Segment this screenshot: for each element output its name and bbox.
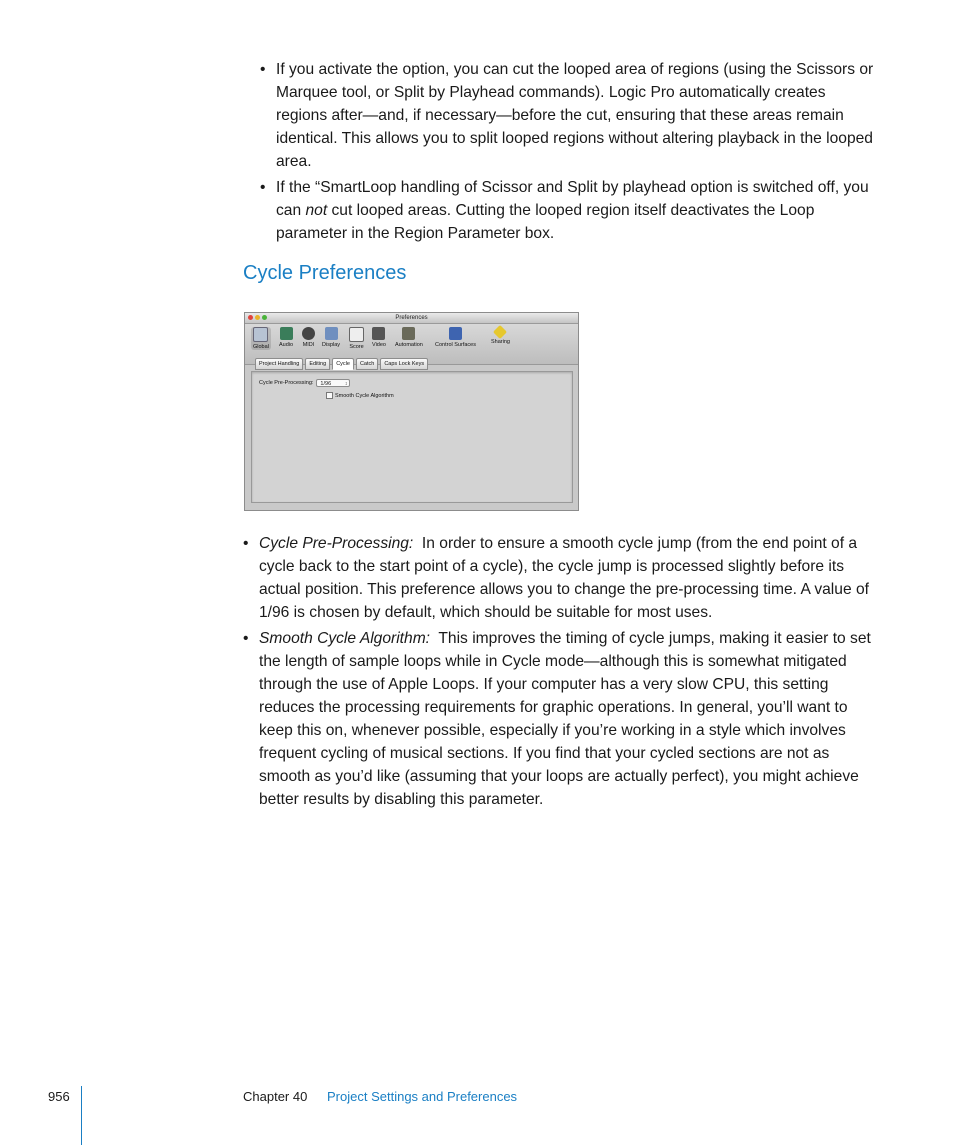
cycle-panel [251,371,573,503]
section-heading: Cycle Preferences [243,262,407,284]
sharing-icon [493,325,507,339]
bullet-text: If you activate the option, you can cut the looped area of regions (using the Scissors or Marquee tool, or Split by Playhead commands). Logic Pro automatically creates regions after—and, if necessary—before the cut, ensuring that these areas remain identical. This allows you to split looped regions without altering playback in the looped area. [276,61,874,170]
stepper-arrows-icon: ↕ [344,381,348,387]
bullet-term: Smooth Cycle Algorithm: [259,630,431,647]
tab-project-handling: Project Handling [255,358,303,370]
bottom-bullet-list [243,532,876,814]
close-icon [248,315,253,320]
bullet-term: Cycle Pre-Processing: [259,535,414,552]
list-item: • Cycle Pre-Processing: In order to ensure a smooth cycle jump (from the end point of a cycle back to the start point of a cycle), the cycle jump is processed slightly before its actual position. This preference allows you to change the pre-processing time. A value of 1/96 is chosen by default, which should be suitable for most uses. [243,535,874,621]
preprocessing-select: 1/96 ↕ [316,379,350,387]
toolbar-sharing: Sharing [491,327,510,345]
minimize-icon [255,315,260,320]
list-item: • If you activate the option, you can cut the looped area of regions (using the Scissors or Marquee tool, or Split by Playhead commands). Logic Pro automatically creates regions after—and, if necessary—before the cut, ensuring that these areas remain identical. This allows you to split looped regions without altering playback in the looped area. [260,61,874,170]
audio-icon [280,327,293,340]
toolbar-control-surfaces: Control Surfaces [435,327,476,348]
smooth-cycle-checkbox [326,392,333,399]
toolbar-global: Global [251,327,271,350]
zoom-icon [262,315,267,320]
preferences-tabs [255,358,428,370]
toolbar-audio: Audio [279,327,293,348]
score-icon [349,327,364,342]
video-icon [372,327,385,340]
toolbar-automation: Automation [395,327,423,348]
midi-icon [302,327,315,340]
preprocessing-label: Cycle Pre-Processing: [259,380,314,386]
tab-caps-lock-keys: Caps Lock Keys [380,358,428,370]
smooth-cycle-label: Smooth Cycle Algorithm [335,392,394,399]
footer-divider [81,1086,82,1145]
smooth-cycle-row [326,392,394,399]
control-surfaces-icon [449,327,462,340]
preprocessing-row [259,379,350,387]
bullet-text: cut looped areas. Cutting the looped region itself deactivates the Loop parameter in the Region Parameter box. [276,202,815,242]
toolbar-video: Video [372,327,386,348]
window-controls [248,315,267,320]
display-icon [325,327,338,340]
window-titlebar [245,313,578,324]
emphasis: not [305,202,328,219]
tab-catch: Catch [356,358,378,370]
bullet-text: If the “SmartLoop handling of Scissor and Split by playhead option is switched off, you can [276,179,869,219]
chapter-label: Chapter 40 [243,1089,308,1104]
window-title: Preferences [395,315,428,321]
page-number: 956 [48,1089,70,1104]
list-item: • If the “SmartLoop handling of Scissor and Split by playhead option is switched off, you can not cut looped areas. Cutting the looped region itself deactivates the Loop parameter in the Region Parameter box. [260,179,869,242]
list-item: • Smooth Cycle Algorithm: This improves the timing of cycle jumps, making it easier to set the length of sample loops while in Cycle mode—although this is somewhat mitigated through the use of Apple Loops. If your computer has a very slow CPU, this setting reduces the processing requirements for graphic operations. In general, you’ll want to keep this on, whenever possible, especially if you’re working in a style which involves frequent cycling of musical sections. If you find that your cycled sections are not as smooth as you’d like (assuming that your loops are actually perfect), you might achieve better results by disabling this parameter. [243,630,876,808]
toolbar-score: Score [349,327,364,350]
globe-icon [253,327,268,342]
chapter-title: Project Settings and Preferences [327,1089,518,1104]
top-bullet-list [260,58,876,248]
preferences-window-screenshot [244,312,579,511]
toolbar-display: Display [322,327,340,348]
tab-editing: Editing [305,358,330,370]
tab-cycle: Cycle [332,358,354,370]
bullet-text: In order to ensure a smooth cycle jump (from the end point of a cycle back to the start point of a cycle), the cycle jump is processed slightly before its actual position. This preference allows you to change the pre-processing time. A value of 1/96 is chosen by default, which should be suitable for most uses. [259,535,874,621]
bullet-text: This improves the timing of cycle jumps, making it easier to set the length of sample loops while in Cycle mode—although this is somewhat mitigated through the use of Apple Loops. If your computer has a very slow CPU, this setting reduces the processing requirements for graphic operations. In general, you’ll want to keep this on, whenever possible, especially if you’re working in a style which involves frequent cycling of musical sections. If you find that your cycled sections are not as smooth as you’d like (assuming that your loops are actually perfect), you might achieve better results by disabling this parameter. [259,630,876,808]
toolbar-midi: MIDI [302,327,315,348]
automation-icon [402,327,415,340]
